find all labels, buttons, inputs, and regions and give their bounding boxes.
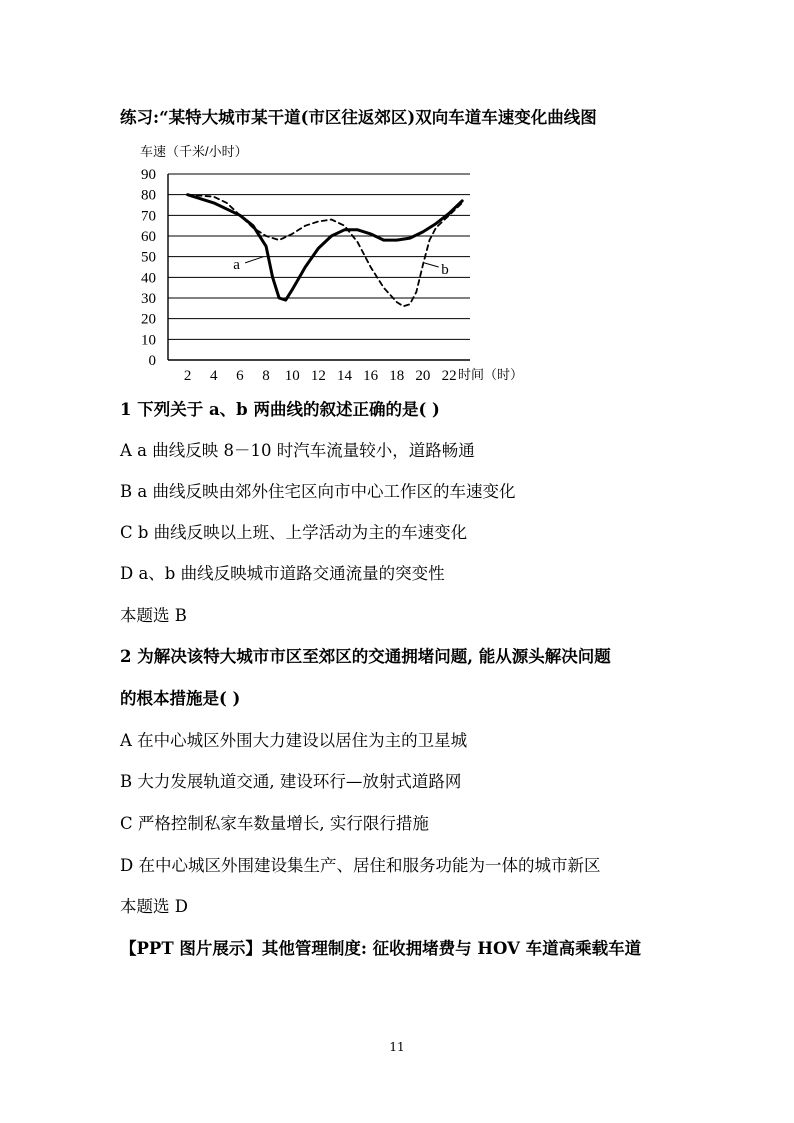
chart-x-tick-label: 18 [389,368,405,384]
page-number: 11 [389,1040,405,1054]
question-line: 本题选 D [120,897,188,916]
chart-y-tick-label: 30 [141,291,156,307]
question-line: C b 曲线反映以上班、上学活动为主的车速变化 [120,523,468,542]
chart-y-tick-label: 0 [148,353,156,369]
chart-y-tick-label: 80 [141,187,156,204]
speed-chart [118,140,538,390]
question-line: B a 曲线反映由郊外住宅区向市中心工作区的车速变化 [120,482,516,501]
question-line: C 严格控制私家车数量增长, 实行限行措施 [120,814,429,833]
chart-x-tick-label: 14 [336,368,352,384]
question-line: A a 曲线反映 8－10 时汽车流量较小，道路畅通 [120,441,475,460]
chart-x-tick-label: 8 [262,368,270,384]
chart-x-tick-label: 12 [310,368,326,384]
chart-x-axis-label: 时间（时） [458,367,524,382]
question-line: 2 为解决该特大城市市区至郊区的交通拥堵问题, 能从源头解决问题 [120,647,611,666]
chart-y-tick-label: 70 [141,208,156,225]
chart-label-a-leader [245,257,263,263]
chart-y-tick-label: 40 [141,270,156,287]
question-line: A 在中心城区外围大力建设以居住为主的卫星城 [120,731,468,750]
chart-x-tick-label: 6 [236,368,244,384]
chart-series-a-label: a [233,257,240,274]
chart-x-tick-label: 20 [415,368,431,384]
question-line: 【PPT 图片展示】其他管理制度: 征收拥堵费与 HOV 车道高乘载车道 [120,939,642,958]
question-line: 的根本措施是( ) [120,689,241,708]
chart-x-tick-label: 22 [441,368,457,384]
chart-y-tick-label: 90 [141,167,156,183]
chart-x-tick-label: 16 [363,368,379,384]
chart-series-b-label: b [441,262,449,279]
question-line: 1 下列关于 a、b 两曲线的叙述正确的是( ) [120,400,440,419]
chart-y-tick-label: 20 [141,311,156,328]
chart-x-tick-label: 10 [284,368,300,384]
chart-series-a-line [188,195,463,300]
question-line: D 在中心城区外围建设集生产、居住和服务功能为一体的城市新区 [120,856,601,875]
chart-y-axis-label: 车速（千米/小时） [140,144,248,159]
chart-x-tick-label: 2 [183,368,192,384]
question-line: D a、b 曲线反映城市道路交通流量的突变性 [120,564,445,583]
chart-y-tick-label: 10 [141,332,156,349]
chart-label-b-leader [424,263,438,267]
question-line: B 大力发展轨道交通, 建设环行—放射式道路网 [120,772,462,791]
chart-y-tick-label: 50 [141,249,156,266]
chart-x-tick-label: 4 [210,368,218,384]
chart-y-tick-label: 60 [141,229,156,245]
exercise-heading: 练习:“某特大城市某干道(市区往返郊区)双向车道车速变化曲线图 [120,108,597,127]
question-line: 本题选 B [120,606,187,625]
